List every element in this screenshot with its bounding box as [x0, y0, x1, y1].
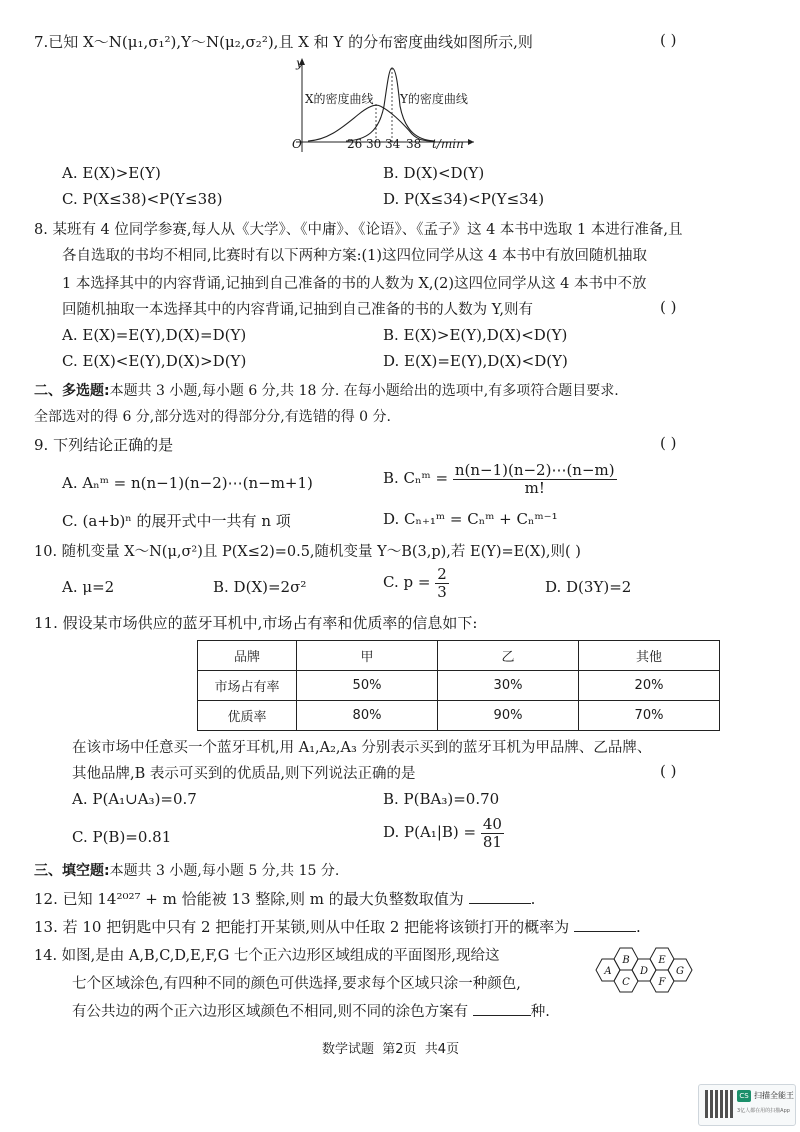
q9-option-d[interactable]: D. Cₙ₊₁ᵐ = Cₙᵐ + Cₙᵐ⁻¹	[383, 510, 558, 528]
cs-logo-icon: CS	[737, 1090, 751, 1102]
hex-label-a: A	[604, 966, 612, 977]
table-row	[198, 701, 720, 731]
q13-answer-blank[interactable]	[574, 917, 636, 932]
q7-tick-38: 38	[406, 137, 422, 151]
q14-answer-blank[interactable]	[473, 1001, 531, 1016]
q9-option-b-denominator: m!	[524, 478, 545, 497]
q10-option-c-prefix: C. p =	[383, 573, 431, 591]
q9-stem: 9. 下列结论正确的是	[34, 436, 174, 454]
q11-answer-paren: ( )	[660, 762, 677, 780]
q11-option-d-denominator: 81	[482, 832, 502, 851]
q8-answer-paren: ( )	[660, 298, 677, 316]
q9-option-b-numerator: n(n−1)(n−2)⋯(n−m)	[454, 461, 615, 479]
q7-tick-34: 34	[385, 137, 401, 151]
q8-option-c[interactable]: C. E(X)<E(Y),D(X)>D(Y)	[62, 352, 247, 370]
section-2-heading-line	[34, 380, 619, 400]
hex-label-g: G	[676, 966, 684, 977]
q7-option-a[interactable]: A. E(X)>E(Y)	[62, 164, 161, 182]
table-cell: 市场占有率	[198, 671, 297, 701]
q14-line-3	[72, 1000, 550, 1021]
q11-line-1: 在该市场中任意买一个蓝牙耳机,用 A₁,A₂,A₃ 分别表示买到的蓝牙耳机为甲品牌、乙品牌、	[72, 740, 652, 756]
q12-text: 12. 已知 14²⁰²⁷ + m 恰能被 13 整除,则 m 的最大负整数取值为	[34, 890, 464, 908]
hex-label-c: C	[622, 977, 630, 988]
q8-line-1: 8. 某班有 4 位同学参赛,每人从《大学》、《中庸》、《论语》、《孟子》这 4 本书中选取 1 本进行准备,且	[34, 222, 683, 238]
q12-period: .	[530, 890, 536, 908]
q14-line-2: 七个区域涂色,有四种不同的颜色可供选择,要求每个区域只涂一种颜色,	[72, 976, 521, 992]
q7-answer-paren: ( )	[660, 31, 677, 49]
table-cell: 50%	[297, 671, 438, 701]
q7-tick-26: 26	[347, 137, 363, 151]
q7-stem: 7.已知 X～N(μ₁,σ₁²),Y～N(μ₂,σ₂²),且 X 和 Y 的分布密度曲线如图所示,则	[34, 33, 533, 51]
q11-option-a[interactable]: A. P(A₁∪A₃)=0.7	[72, 790, 197, 808]
badge-title: 扫描全能王	[754, 1091, 794, 1100]
q9-option-b[interactable]	[383, 462, 617, 496]
q13-text: 13. 若 10 把钥匙中只有 2 把能打开某锁,则从中任取 2 把能将该锁打开的概率为	[34, 918, 570, 936]
q11-option-d-prefix: D. P(A₁|B) =	[383, 823, 477, 841]
q12-line	[34, 888, 535, 909]
q10-option-c[interactable]	[383, 566, 449, 600]
q7-y-density-label: Y的密度曲线	[400, 92, 468, 106]
section-3-instructions: 本题共 3 小题,每小题 5 分,共 15 分.	[109, 863, 340, 879]
table-cell: 20%	[579, 671, 720, 701]
q10-option-a[interactable]: A. μ=2	[62, 578, 115, 596]
q11-line-2: 其他品牌,B 表示可买到的优质品,则下列说法正确的是	[72, 766, 416, 782]
section-3-heading: 三、填空题:	[34, 863, 110, 879]
section-3-heading-line	[34, 860, 339, 880]
q10-option-c-fraction	[435, 566, 449, 600]
q7-option-b[interactable]: B. D(X)<D(Y)	[383, 164, 485, 182]
hex-label-e: E	[658, 955, 666, 966]
q10-option-d[interactable]: D. D(3Y)=2	[545, 578, 632, 596]
section-2-instructions-2: 全部选对的得 6 分,部分选对的得部分分,有选错的得 0 分.	[34, 409, 391, 425]
table-cell: 90%	[438, 701, 579, 731]
q7-y-axis-label: y	[296, 56, 303, 70]
q11-option-d-fraction	[481, 816, 504, 850]
q11-info-table	[197, 640, 720, 731]
table-cell: 30%	[438, 671, 579, 701]
q7-x-unit: t/min	[432, 137, 464, 151]
table-cell: 优质率	[198, 701, 297, 731]
q10-option-c-numerator: 2	[437, 565, 447, 583]
table-cell: 80%	[297, 701, 438, 731]
q9-option-c[interactable]: C. (a+b)ⁿ 的展开式中一共有 n 项	[62, 512, 291, 530]
table-header-cell: 乙	[438, 641, 579, 671]
q10-option-c-denominator: 3	[437, 582, 447, 601]
q8-option-d[interactable]: D. E(X)=E(Y),D(X)<D(Y)	[383, 352, 568, 370]
q11-option-c[interactable]: C. P(B)=0.81	[72, 828, 172, 846]
q7-tick-30: 30	[366, 137, 382, 151]
q14-suffix: 种.	[530, 1004, 550, 1020]
q10-stem: 10. 随机变量 X～N(μ,σ²)且 P(X≤2)=0.5,随机变量 Y～B(3,p),若 E(Y)=E(X),则( )	[34, 544, 581, 560]
q11-option-d[interactable]	[383, 816, 504, 850]
section-2-instructions: 本题共 3 小题,每小题 6 分,共 18 分. 在每小题给出的选项中,有多项符合题目要求.	[109, 383, 619, 399]
table-header-cell: 其他	[579, 641, 720, 671]
q11-option-b[interactable]: B. P(BA₃)=0.70	[383, 790, 500, 808]
table-header-cell: 品牌	[198, 641, 297, 671]
page-footer: 数学试题 第2页 共4页	[322, 1042, 460, 1057]
x-density-curve	[308, 105, 434, 141]
q10-option-b[interactable]: B. D(X)=2σ²	[213, 578, 307, 596]
q12-answer-blank[interactable]	[469, 889, 531, 904]
q8-line-3: 1 本选择其中的内容背诵,记抽到自己准备的书的人数为 X,(2)这四位同学从这 4 本书中不放	[62, 276, 647, 292]
q9-option-b-prefix: B. Cₙᵐ =	[383, 469, 449, 487]
q14-hexagon-figure	[590, 940, 712, 1002]
q14-line-1: 14. 如图,是由 A,B,C,D,E,F,G 七个正六边形区域组成的平面图形,现给这	[34, 948, 500, 964]
hex-label-d: D	[639, 966, 649, 977]
q13-period: .	[635, 918, 641, 936]
scanner-watermark-badge	[698, 1084, 796, 1126]
q9-answer-paren: ( )	[660, 434, 677, 452]
table-header-cell: 甲	[297, 641, 438, 671]
q11-option-d-numerator: 40	[482, 815, 502, 833]
badge-subtitle: 3亿人都在用的扫描App	[737, 1108, 790, 1114]
q14-text: 有公共边的两个正六边形区域颜色不相同,则不同的涂色方案有	[72, 1004, 469, 1020]
q8-line-4: 回随机抽取一本选择其中的内容背诵,记抽到自己准备的书的人数为 Y,则有	[62, 302, 534, 318]
q7-x-density-label: X的密度曲线	[305, 92, 374, 106]
q8-option-a[interactable]: A. E(X)=E(Y),D(X)=D(Y)	[62, 326, 247, 344]
table-row	[198, 671, 720, 701]
hex-label-b: B	[622, 955, 630, 966]
qr-code-icon	[705, 1090, 733, 1118]
hex-label-f: F	[658, 977, 666, 988]
q8-line-2: 各自选取的书均不相同,比赛时有以下两种方案:(1)这四位同学从这 4 本书中有放回随机抽取	[62, 248, 647, 264]
q7-option-c[interactable]: C. P(X≤38)<P(Y≤38)	[62, 190, 223, 208]
q7-option-d[interactable]: D. P(X≤34)<P(Y≤34)	[383, 190, 545, 208]
q9-option-a[interactable]: A. Aₙᵐ = n(n−1)(n−2)⋯(n−m+1)	[62, 474, 313, 492]
q9-option-b-fraction	[453, 462, 617, 496]
table-cell: 70%	[579, 701, 720, 731]
q13-line	[34, 916, 641, 937]
q11-stem: 11. 假设某市场供应的蓝牙耳机中,市场占有率和优质率的信息如下:	[34, 614, 478, 632]
q8-option-b[interactable]: B. E(X)>E(Y),D(X)<D(Y)	[383, 326, 568, 344]
section-2-heading: 二、多选题:	[34, 383, 110, 399]
q7-origin-label: O	[292, 137, 302, 151]
table-header-row	[198, 641, 720, 671]
